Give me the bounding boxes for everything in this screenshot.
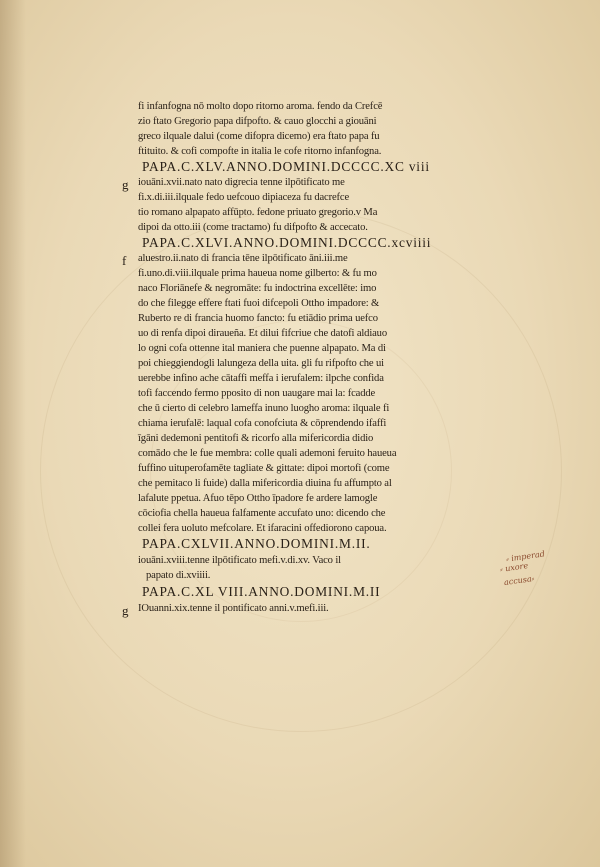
text-line: aluestro.ii.nato di francia tēne ilpōtificato āni.iii.me (138, 253, 348, 264)
text-line: che pemitaco li fuide) dalla mifericordia diuina fu affumpto al (138, 478, 392, 489)
text-line: dipoi da otto.iii (come tractamo) fu difpofto & accecato. (138, 222, 368, 233)
initial-space-letter: g (122, 177, 129, 192)
text-line: fi.uno.di.viii.ilquale prima haueua nome gilberto: & fu mo (138, 268, 377, 279)
text-line: zio ftato Gregorio papa difpofto. & cauo glocchi a giouāni (138, 116, 377, 127)
initial-space-letter: f (122, 253, 127, 268)
text-line: tofi faccendo fermo pposito di non uaugare mai la: fcadde (138, 388, 376, 399)
text-line: collei fera uoluto mefcolare. Et ifaracini offediorono capoua. (138, 523, 387, 534)
text-line: comādo che le fue membra: colle quali ademoni feruito haueua (138, 448, 397, 459)
text-line: fuffino uituperofamēte tagliate & gittate: dipoi mortofi (come (138, 463, 390, 474)
text-line: uo di renfa dipoi diraueña. Et dilui fifcriue che datofi aldiauo (138, 328, 387, 339)
text-line: fi.x.di.iii.ilquale fedo uefcouo dipiaceza fu dacrefce (138, 192, 350, 203)
text-line: ftituito. & cofi compofte in italia le cofe ritorno infanfogna. (138, 146, 382, 157)
text-line: IOuanni.xix.tenne il pontificato anni.v.mefi.iii. (138, 603, 329, 614)
text-line: iouāni.xviii.tenne ilpōtificato mefi.v.di.xv. Vaco il (138, 555, 341, 566)
chapter-heading: PAPA.C.XLVI.ANNO.DOMINI.DCCCC.xcviiii (142, 235, 432, 250)
text-line: Ruberto re di francia huomo fancto: fu etiādio prima uefco (138, 313, 378, 324)
text-line: lo ogni cofa ottenne ital maniera che puenne alpapato. Ma di (138, 343, 386, 354)
text-line: greco ilquale dalui (come difopra dicemo) era ftato papa fu (138, 131, 380, 142)
text-line: lafalute ppetua. Afuo tēpo Ottho īpadore fe ardere lamogle (138, 493, 378, 504)
text-line: fi infanfogna nō molto dopo ritorno aroma. fendo da Crefcē (138, 101, 383, 112)
marginal-line: accusa⸗ (503, 573, 535, 588)
text-line: papato di.xviiii. (146, 570, 211, 581)
text-line: uerebbe infino ache cātaffi meffa i ierufalem: ilpche confida (138, 373, 384, 384)
text-line: do che filegge effere ftati fuoi difcepoli Ottho impadore: & (138, 298, 380, 309)
chapter-heading: PAPA.C.XLV.ANNO.DOMINI.DCCCC.XC viii (142, 159, 430, 174)
initial-space-letter: g (122, 603, 129, 618)
text-line: naco Floriānefe & negromāte: fu indoctrina excellēte: imo (138, 283, 377, 294)
text-line: tio romano alpapato affūpto. fedone priuato gregorio.v Ma (138, 207, 378, 218)
text-line: che ū cierto di celebro lameffa inuno luogho aroma: ilquale fi (138, 403, 390, 414)
text-line: īgāni dedemoni pentitofi & ricorfo alla mifericordia didio (138, 433, 374, 444)
text-line: chiama ierufalē: laqual cofa conofciuta & cōprendendo ifaffi (138, 418, 387, 429)
marginal-line: ⸗ uxore (499, 561, 529, 574)
chapter-heading: PAPA.C.XL VIII.ANNO.DOMINI.M.II (142, 584, 381, 599)
text-line: iouāni.xvii.nato nato digrecia tenne ilpōtificato me (138, 177, 345, 188)
chapter-heading: PAPA.CXLVII.ANNO.DOMINI.M.II. (142, 536, 371, 551)
page-fold-shadow (0, 0, 26, 867)
text-line: cōciofia chella haueua falfamente accufato uno: dicendo che (138, 508, 386, 519)
marginal-line: ⸗ imperad (505, 549, 546, 564)
text-line: poi chieggiendogli lalungeza della uita. gli fu rifpofto che ui (138, 358, 384, 369)
